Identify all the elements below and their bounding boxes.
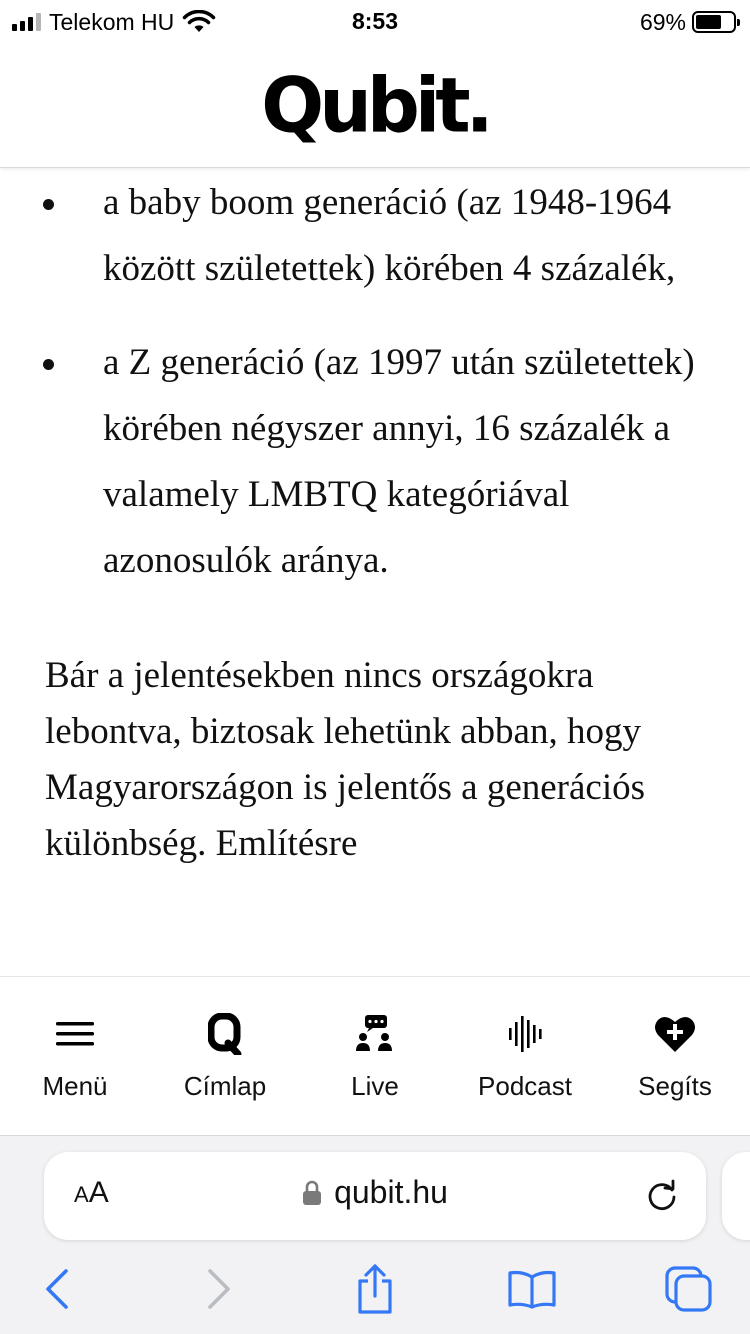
site-header	[0, 44, 750, 168]
text-size-big-a: A	[88, 1176, 109, 1209]
back-icon	[44, 1269, 70, 1309]
bullet-text: a baby boom generáció (az 1948-1964 között születettek) körében 4 százalék,	[103, 182, 676, 289]
tabs-icon	[665, 1266, 713, 1312]
waveform-icon	[508, 1013, 542, 1055]
tabs-button[interactable]	[664, 1264, 714, 1314]
heart-plus-icon	[654, 1013, 696, 1055]
hamburger-icon	[56, 1013, 94, 1055]
bullet-dot	[43, 359, 54, 370]
qubit-q-icon	[208, 1013, 242, 1055]
bookmarks-button[interactable]	[507, 1264, 557, 1314]
next-tab-peek[interactable]	[722, 1152, 750, 1240]
live-people-icon	[355, 1013, 395, 1055]
article-scroll	[0, 168, 750, 872]
bottom-nav	[0, 976, 750, 1136]
lock-icon	[302, 1180, 322, 1206]
share-button[interactable]	[350, 1264, 400, 1314]
nav-label-menu: Menü	[42, 1071, 108, 1101]
battery-fill	[696, 15, 721, 29]
nav-label-podcast: Podcast	[478, 1071, 572, 1101]
battery-percent: 69%	[639, 8, 686, 35]
article-content[interactable]	[0, 168, 750, 976]
address-bar[interactable]	[44, 1152, 706, 1240]
bullet-text: a Z generáció (az 1997 után születettek) körében négyszer annyi, 16 százalék a valamely LMBTQ kategóriával azonosulók aránya.	[103, 342, 695, 581]
nav-item-support[interactable]	[600, 977, 750, 1137]
list-item	[0, 330, 750, 594]
reload-icon[interactable]	[644, 1178, 680, 1214]
article-paragraph: Bár a jelentésekben nincs országokra lebontva, biztosak lehetünk abban, hogy Magyarországon is jelentős a generációs különbség. Említésre	[45, 655, 646, 864]
bullet-dot	[43, 199, 54, 210]
nav-label-support: Segíts	[638, 1071, 712, 1101]
battery-cap	[737, 19, 740, 26]
text-size-small-a: A	[74, 1182, 89, 1207]
status-time: 8:53	[351, 8, 399, 34]
url-display[interactable]	[44, 1174, 706, 1211]
forward-button[interactable]	[194, 1264, 244, 1314]
nav-item-live[interactable]	[300, 977, 450, 1137]
bookmarks-icon	[507, 1269, 557, 1309]
back-button[interactable]	[32, 1264, 82, 1314]
carrier-name: Telekom HU	[49, 8, 175, 35]
battery-icon	[692, 11, 736, 33]
forward-icon	[206, 1269, 232, 1309]
nav-item-home[interactable]	[150, 977, 300, 1137]
site-logo[interactable]: Qubit.	[261, 61, 489, 150]
nav-label-home: Címlap	[183, 1071, 267, 1101]
url-text: qubit.hu	[334, 1174, 448, 1210]
status-bar	[0, 0, 750, 44]
nav-label-live: Live	[351, 1071, 399, 1101]
nav-item-menu[interactable]	[0, 977, 150, 1137]
list-item	[0, 170, 750, 302]
browser-chrome	[0, 1136, 750, 1334]
nav-item-podcast[interactable]	[450, 977, 600, 1137]
status-right	[640, 8, 736, 36]
share-icon	[355, 1264, 395, 1314]
bullet-list	[0, 170, 750, 594]
